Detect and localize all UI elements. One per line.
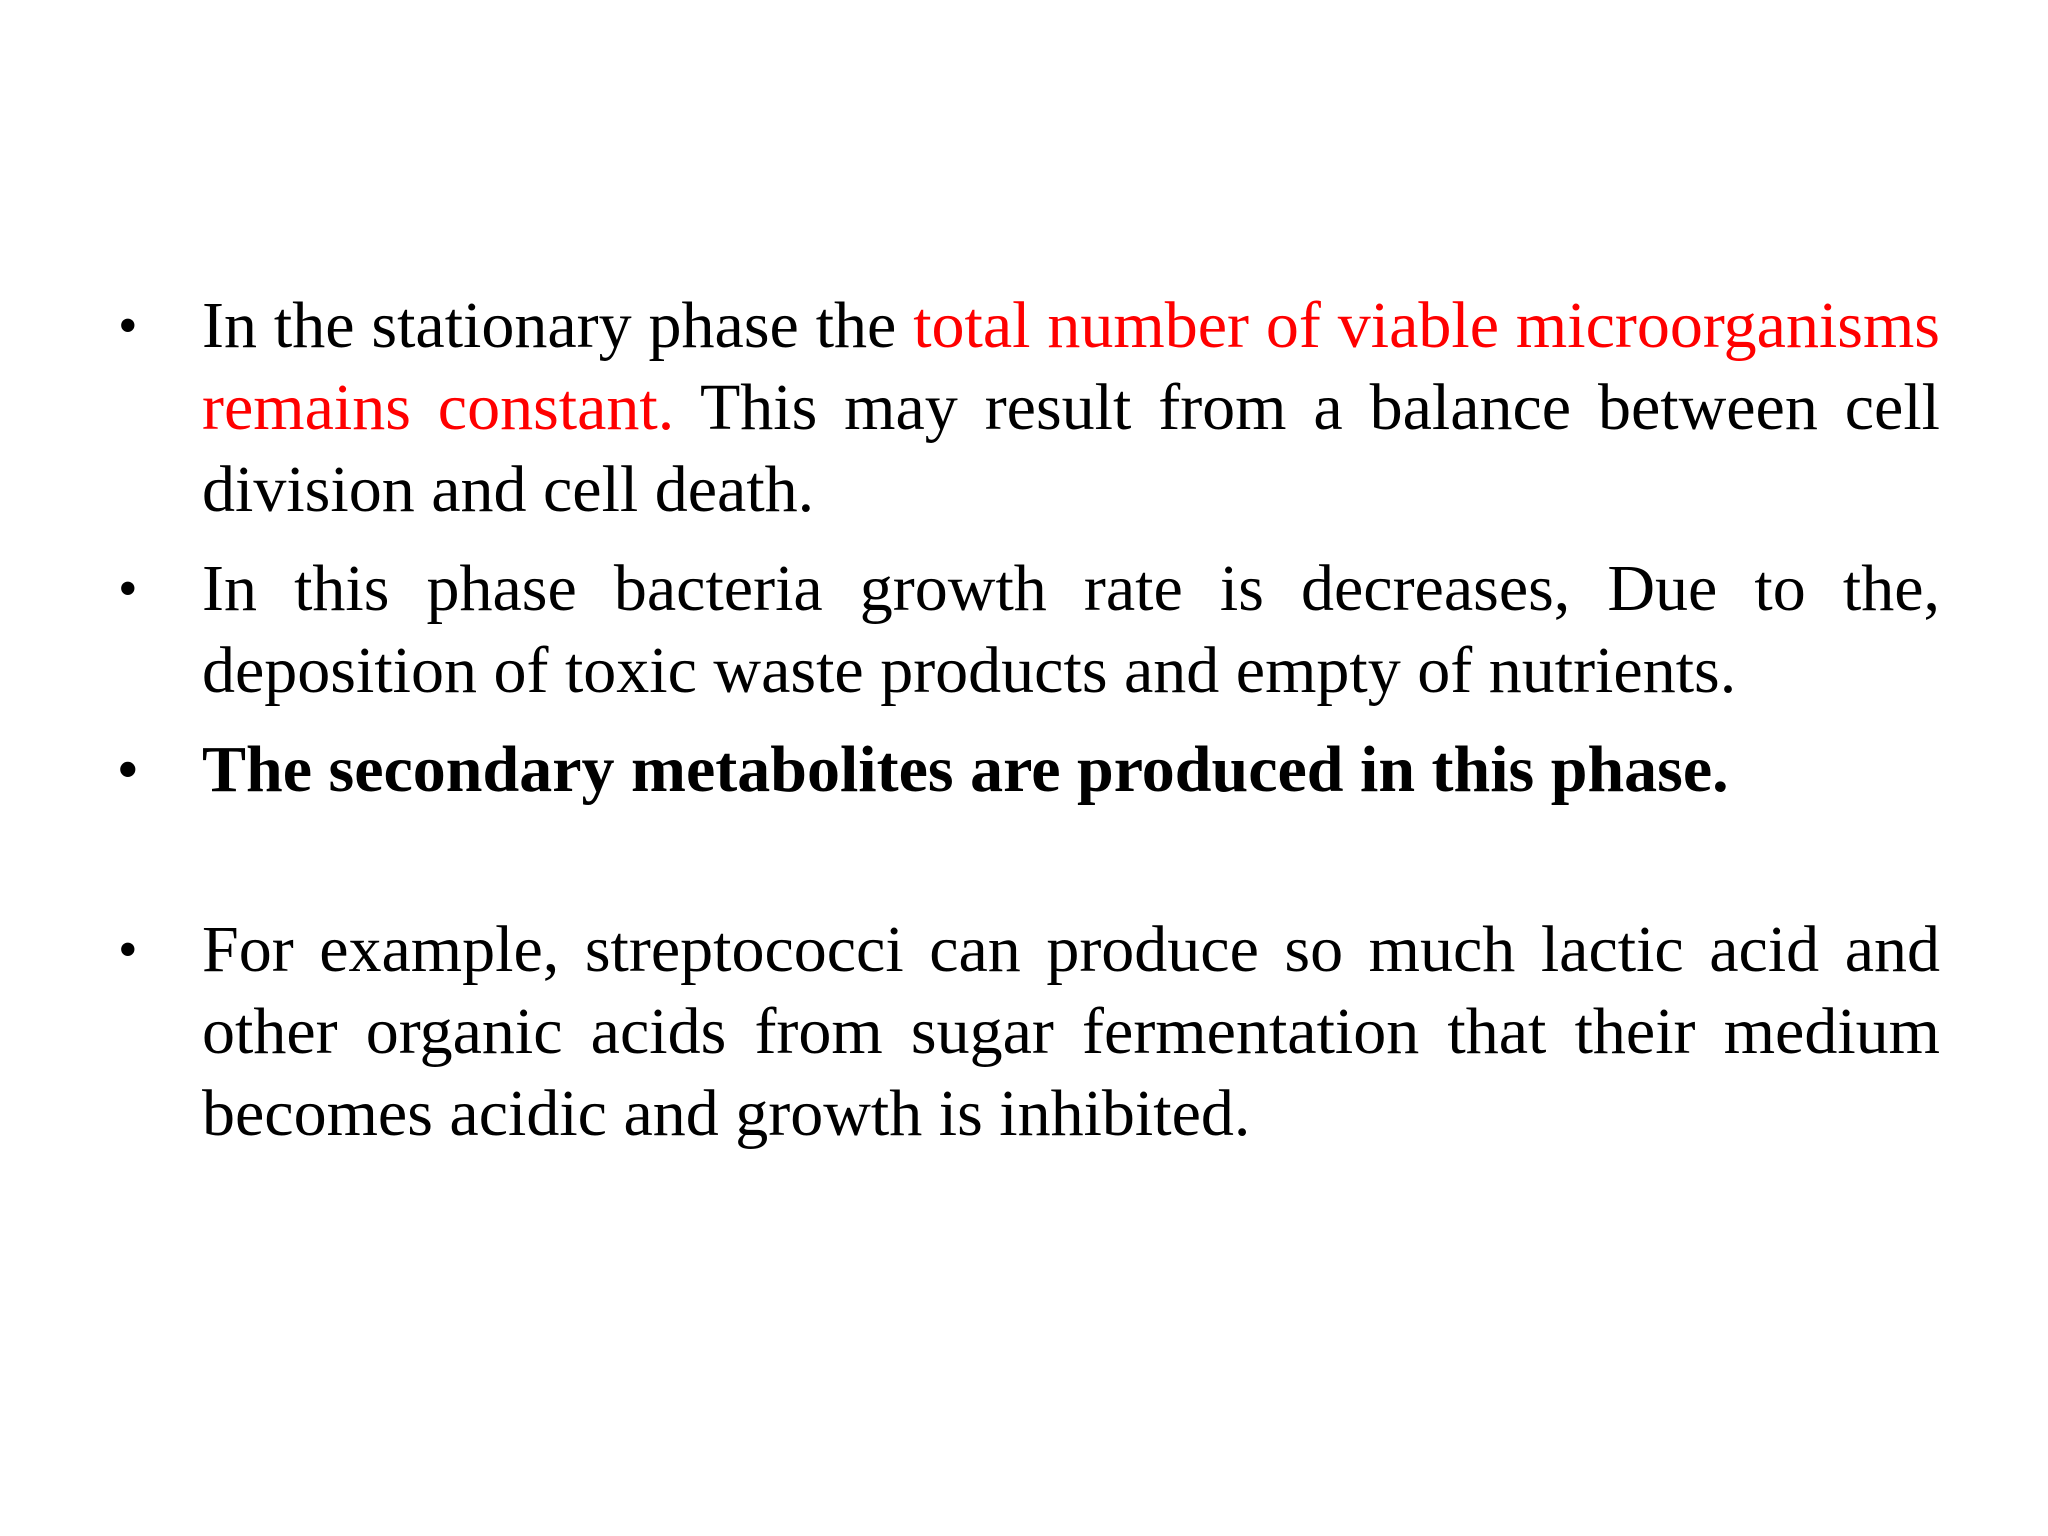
bullet-text-intro: In the stationary phase the bbox=[202, 289, 914, 362]
bullet-text-rest: This may result from a balance between cell division and cell death. bbox=[202, 371, 1940, 526]
bullet-list bbox=[118, 285, 1940, 1155]
bullet-icon: • bbox=[118, 739, 138, 801]
bullet-item-example bbox=[118, 909, 1940, 1155]
bullet-item-stationary-phase bbox=[118, 285, 1940, 531]
bullet-icon: • bbox=[118, 295, 138, 357]
bullet-text: The secondary metabolites are produced in this phase. bbox=[202, 733, 1729, 806]
bullet-icon: • bbox=[118, 919, 138, 981]
bullet-text: In this phase bacteria growth rate is decreases, Due to the, deposition of toxic waste products and empty of nutrients. bbox=[202, 552, 1940, 707]
bullet-item-secondary-metabolites bbox=[118, 729, 1940, 811]
bullet-icon: • bbox=[118, 558, 138, 620]
bullet-item-growth-rate bbox=[118, 548, 1940, 712]
bullet-text: For example, streptococci can produce so much lactic acid and other organic acids from sugar fermentation that their medium becomes acidic and growth is inhibited. bbox=[202, 913, 1940, 1150]
bullet-text-highlight: total number of viable microorganisms remains constant. bbox=[202, 289, 1940, 444]
